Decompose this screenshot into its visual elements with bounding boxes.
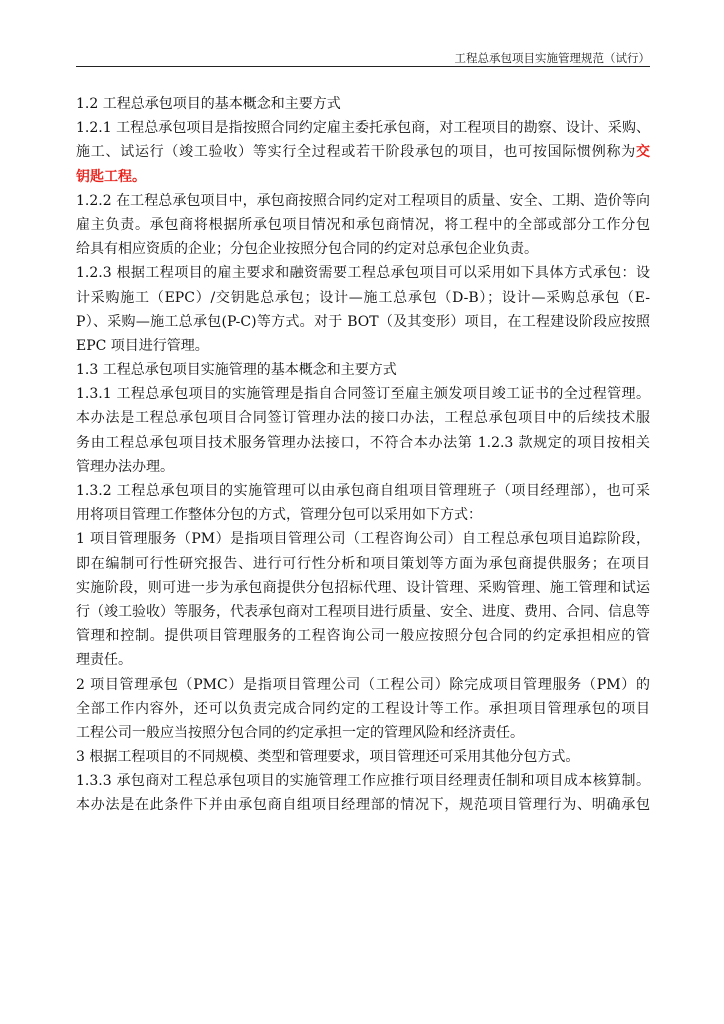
text-line	[76, 140, 650, 164]
text-line	[76, 793, 650, 817]
text-line	[76, 745, 650, 769]
highlighted-text: 钥匙工程。	[76, 168, 146, 185]
text-line	[76, 92, 650, 116]
line-text: 1.3.1 工程总承包项目的实施管理是指自合同签订至雇主颁发项目竣工证书的全过程管理。	[76, 386, 650, 403]
line-text: 1.2 工程总承包项目的基本概念和主要方式	[76, 96, 341, 112]
text-line	[76, 721, 650, 745]
line-text: 全部工作内容外，还可以负责完成合同约定的工程设计等工作。承担项目管理承包的项目	[76, 700, 650, 717]
text-line	[76, 697, 650, 721]
line-text: 工程公司一般应当按照分包合同的约定承担一定的管理风险和经济责任。	[76, 724, 524, 741]
header-divider	[76, 66, 650, 67]
text-line	[76, 624, 650, 648]
line-text: 1.3 工程总承包项目实施管理的基本概念和主要方式	[76, 362, 397, 379]
line-text: 用将项目管理工作整体分包的方式，管理分包可以采用如下方式：	[76, 507, 482, 524]
line-text: 务由工程总承包项目技术服务管理办法接口，不符合本办法第 1.2.3 款规定的项目按相关	[76, 434, 650, 451]
text-line	[76, 189, 650, 213]
line-text: 行（竣工验收）等服务，代表承包商对工程项目进行质量、安全、进度、费用、合同、信息等	[76, 603, 650, 620]
line-text: 给具有相应资质的企业；分包企业按照分包合同的约定对总承包企业负责。	[76, 241, 538, 258]
text-line	[76, 431, 650, 455]
text-line	[76, 600, 650, 624]
text-line	[76, 237, 650, 261]
document-body	[76, 92, 650, 818]
highlighted-text: 交	[636, 144, 650, 161]
line-text: EPC 项目进行管理。	[76, 337, 209, 354]
text-line	[76, 455, 650, 479]
line-text: 施工、试运行（竣工验收）等实行全过程或若干阶段承包的项目，也可按国际惯例称为	[76, 144, 636, 161]
line-text: 本办法是在此条件下并由承包商自组项目经理部的情况下，规范项目管理行为、明确承包	[76, 797, 650, 814]
line-text: 2 项目管理承包（PMC）是指项目管理公司（工程公司）除完成项目管理服务（PM）的	[76, 676, 650, 693]
text-line	[76, 310, 650, 334]
text-line	[76, 165, 650, 189]
line-text: 1.2.2 在工程总承包项目中，承包商按照合同约定对工程项目的质量、安全、工期、造价等向	[76, 192, 650, 209]
text-line	[76, 358, 650, 382]
text-line	[76, 406, 650, 430]
text-line	[76, 286, 650, 310]
line-text: 1.2.1 工程总承包项目是指按照合同约定雇主委托承包商，对工程项目的勘察、设计、采购、	[76, 120, 650, 137]
text-line	[76, 334, 650, 358]
text-line	[76, 648, 650, 672]
text-line	[76, 576, 650, 600]
text-line	[76, 116, 650, 140]
line-text: 1.2.3 根据工程项目的雇主要求和融资需要工程总承包项目可以采用如下具体方式承包：设	[76, 265, 650, 282]
text-line	[76, 552, 650, 576]
line-text: 管理办法办理。	[76, 458, 174, 475]
text-line	[76, 673, 650, 697]
text-line	[76, 769, 650, 793]
line-text: 3 根据工程项目的不同规模、类型和管理要求，项目管理还可采用其他分包方式。	[76, 749, 580, 766]
line-text: 管理和控制。提供项目管理服务的工程咨询公司一般应按照分包合同的约定承担相应的管	[76, 628, 650, 645]
line-text: 即在编制可行性研究报告、进行可行性分析和项目策划等方面为承包商提供服务；在项目	[76, 555, 650, 572]
line-text: 本办法是工程总承包项目合同签订管理办法的接口办法，工程总承包项目中的后续技术服	[76, 410, 650, 427]
line-text: 理责任。	[76, 652, 132, 669]
line-text: P）、采购—施工总承包(P-C)等方式。对于 BOT（及其变形）项目，在工程建设阶段应按照	[76, 313, 650, 330]
line-text: 1 项目管理服务（PM）是指项目管理公司（工程咨询公司）自工程总承包项目追踪阶段，	[76, 531, 650, 548]
text-line	[76, 503, 650, 527]
page-header-title: 工程总承包项目实施管理规范（试行）	[454, 51, 650, 65]
text-line	[76, 261, 650, 285]
line-text: 计采购施工（EPC）/交钥匙总承包；设计—施工总承包（D-B）；设计—采购总承包（E-	[76, 289, 650, 306]
text-line	[76, 527, 650, 551]
text-line	[76, 213, 650, 237]
text-line	[76, 479, 650, 503]
line-text: 雇主负责。承包商将根据所承包项目情况和承包商情况，将工程中的全部或部分工作分包	[76, 216, 650, 233]
text-line	[76, 382, 650, 406]
line-text: 1.3.2 工程总承包项目的实施管理可以由承包商自组项目管理班子（项目经理部），也可采	[76, 483, 650, 499]
line-text: 实施阶段，则可进一步为承包商提供分包招标代理、设计管理、采购管理、施工管理和试运	[76, 579, 650, 596]
line-text: 1.3.3 承包商对工程总承包项目的实施管理工作应推行项目经理责任制和项目成本核算制。	[76, 773, 650, 790]
